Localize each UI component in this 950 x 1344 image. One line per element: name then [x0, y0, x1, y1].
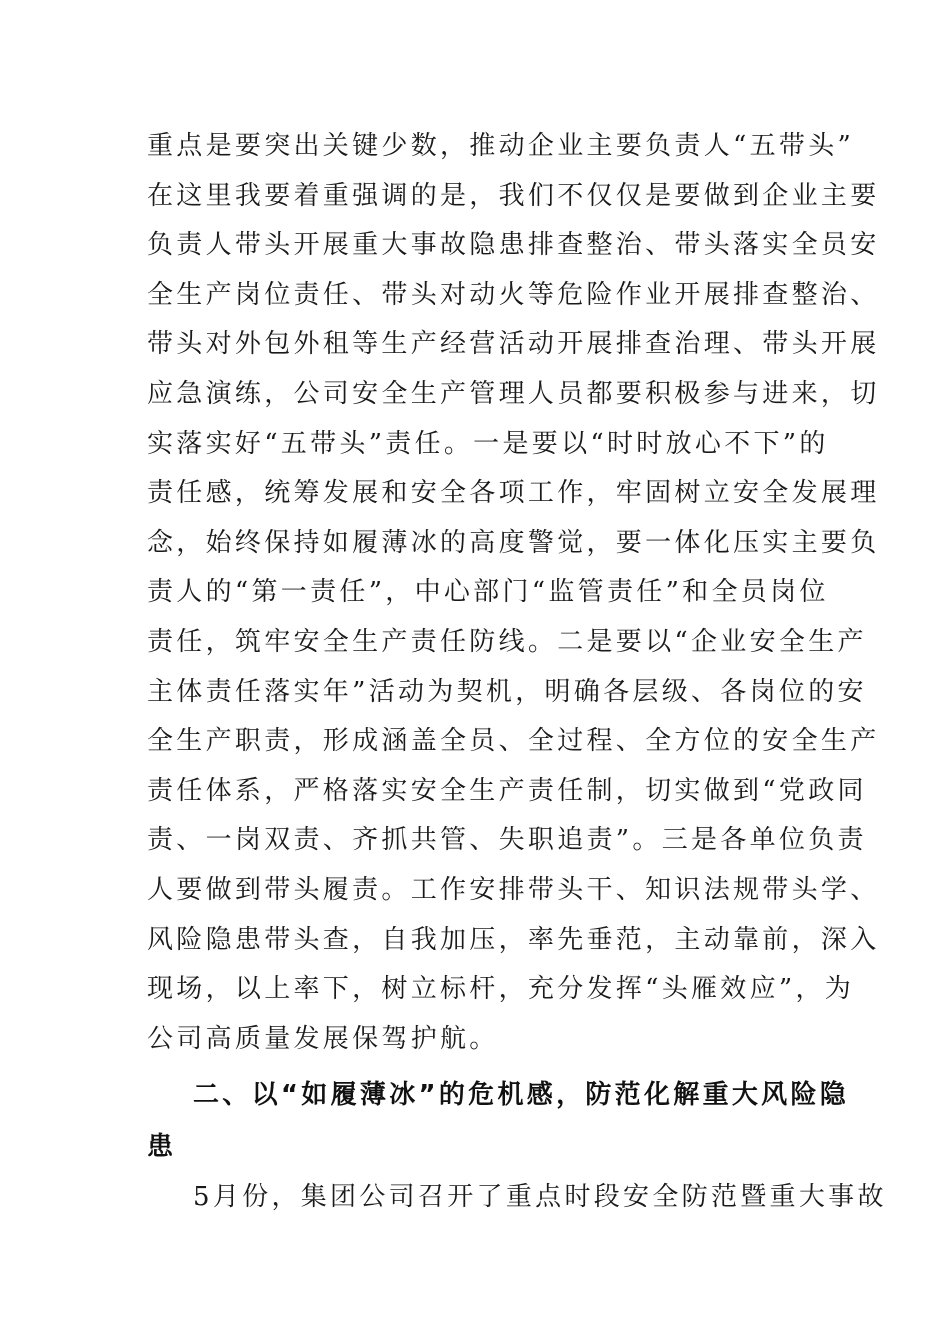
paragraph-line: 责、一岗双责、齐抓共管、失职追责”。三是各单位负责 [147, 825, 867, 856]
section-heading [147, 1069, 850, 1173]
paragraph-line: 现场，以上率下，树立标杆，充分发挥“头雁效应”，为 [147, 974, 855, 1005]
paragraph-line: 责任体系，严格落实安全生产责任制，切实做到“党政同 [147, 775, 867, 806]
paragraph-line: 责任，筑牢安全生产责任防线。二是要以“企业安全生产 [147, 626, 867, 657]
paragraph-line: 全生产职责，形成涵盖全员、全过程、全方位的安全生产 [147, 726, 880, 757]
paragraph-line: 念，始终保持如履薄冰的高度警觉，要一体化压实主要负 [147, 527, 880, 558]
paragraph-line: 责人的“第一责任”，中心部门“监管责任”和全员岗位 [147, 577, 829, 608]
paragraph-line-last: 公司高质量发展保驾护航。 [147, 1023, 499, 1054]
paragraph-line: 在这里我要着重强调的是，我们不仅仅是要做到企业主要 [147, 180, 880, 211]
paragraph-line: 主体责任落实年”活动为契机，明确各层级、各岗位的安 [147, 676, 867, 707]
heading-line-continued: 患 [147, 1132, 177, 1162]
body-paragraph [147, 122, 880, 1064]
paragraph-line: 实落实好“五带头”责任。一是要以“时时放心不下”的 [147, 428, 829, 459]
paragraph-line: 全生产岗位责任、带头对动火等危险作业开展排查整治、 [147, 279, 880, 310]
paragraph-line: 人要做到带头履责。工作安排带头干、知识法规带头学、 [147, 874, 880, 905]
paragraph-line: 应急演练，公司安全生产管理人员都要积极参与进来，切 [147, 378, 880, 409]
paragraph-line: 负责人带头开展重大事故隐患排查整治、带头落实全员安 [147, 230, 880, 261]
paragraph-line: 责任感，统筹发展和安全各项工作，牢固树立安全发展理 [147, 478, 880, 509]
heading-line: 二、以“如履薄冰”的危机感，防范化解重大风险隐 [193, 1080, 850, 1110]
paragraph-line: 带头对外包外租等生产经营活动开展排查治理、带头开展 [147, 329, 880, 360]
body-paragraph-next [147, 1173, 887, 1223]
paragraph-line: 重点是要突出关键少数，推动企业主要负责人“五带头” [147, 131, 855, 161]
paragraph-line: 5月份，集团公司召开了重点时段安全防范暨重大事故 [193, 1182, 887, 1212]
paragraph-line: 风险隐患带头查，自我加压，率先垂范，主动靠前，深入 [147, 924, 880, 955]
